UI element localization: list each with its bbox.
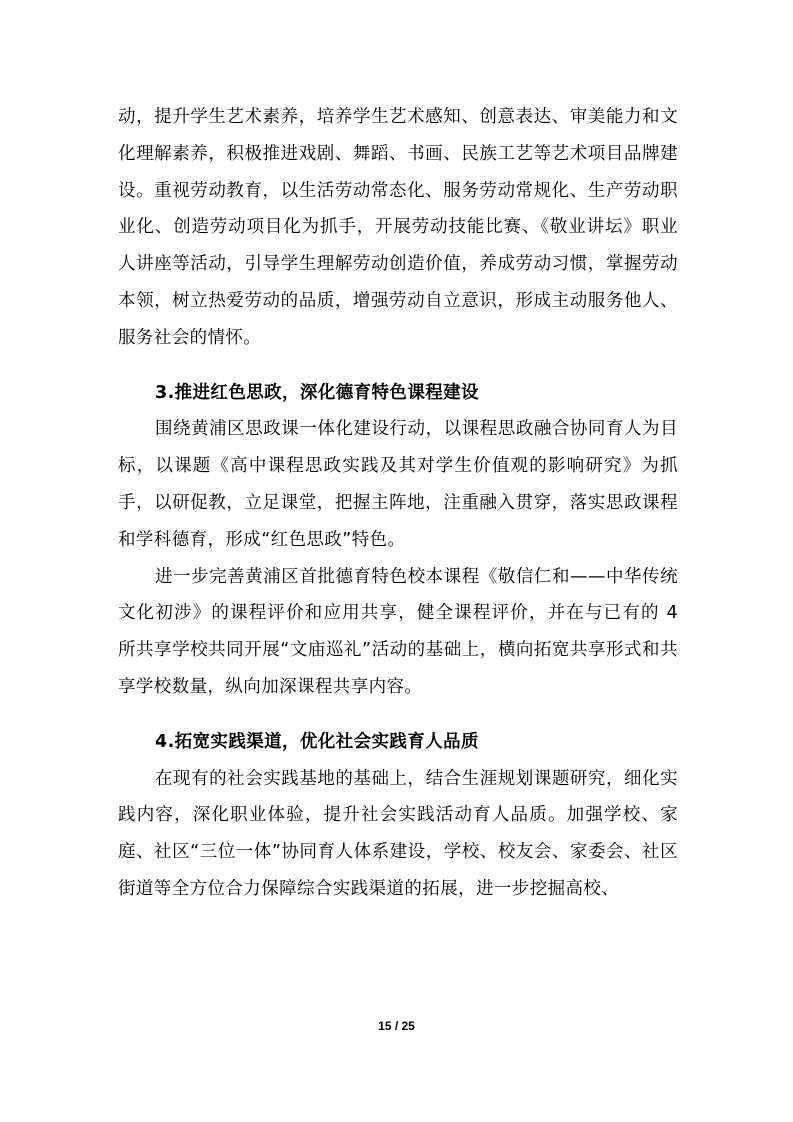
body-paragraph-3: 进一步完善黄浦区首批德育特色校本课程《敬信仁和——中华传统文化初涉》的课程评价和应用共享，健全课程评价，并在与已有的 4 所共享学校共同开展“文庙巡礼”活动的基础上，横向拓宽共享形式和共享学校数量，纵向加深课程共享内容。: [118, 566, 678, 697]
document-body: [118, 99, 678, 908]
section-heading-3: 3.推进红色思政，深化德育特色课程建设: [155, 382, 479, 403]
body-paragraph-4: 在现有的社会实践基地的基础上，结合生涯规划课题研究，细化实践内容，深化职业体验，提升社会实践活动育人品质。加强学校、家庭、社区“三位一体”协同育人体系建设，学校、校友会、家委会、社区街道等全方位合力保障综合实践渠道的拓展，进一步挖掘高校、: [118, 768, 678, 899]
page-number: 15 / 25: [378, 1019, 415, 1033]
body-paragraph-1: 动，提升学生艺术素养，培养学生艺术感知、创意表达、审美能力和文化理解素养，积极推进戏剧、舞蹈、书画、民族工艺等艺术项目品牌建设。重视劳动教育，以生活劳动常态化、服务劳动常规化、生产劳动职业化、创造劳动项目化为抓手，开展劳动技能比赛、《敬业讲坛》职业人讲座等活动，引导学生理解劳动创造价值，养成劳动习惯，掌握劳动本领，树立热爱劳动的品质，增强劳动自立意识，形成主动服务他人、服务社会的情怀。: [118, 107, 678, 348]
body-paragraph-2: 围绕黄浦区思政课一体化建设行动，以课程思政融合协同育人为目标，以课题《高中课程思政实践及其对学生价值观的影响研究》为抓手，以研促教，立足课堂，把握主阵地，注重融入贯穿，落实思政课程和学科德育，形成“红色思政”特色。: [118, 419, 678, 550]
section-heading-4: 4.拓宽实践渠道，优化社会实践育人品质: [155, 731, 479, 752]
